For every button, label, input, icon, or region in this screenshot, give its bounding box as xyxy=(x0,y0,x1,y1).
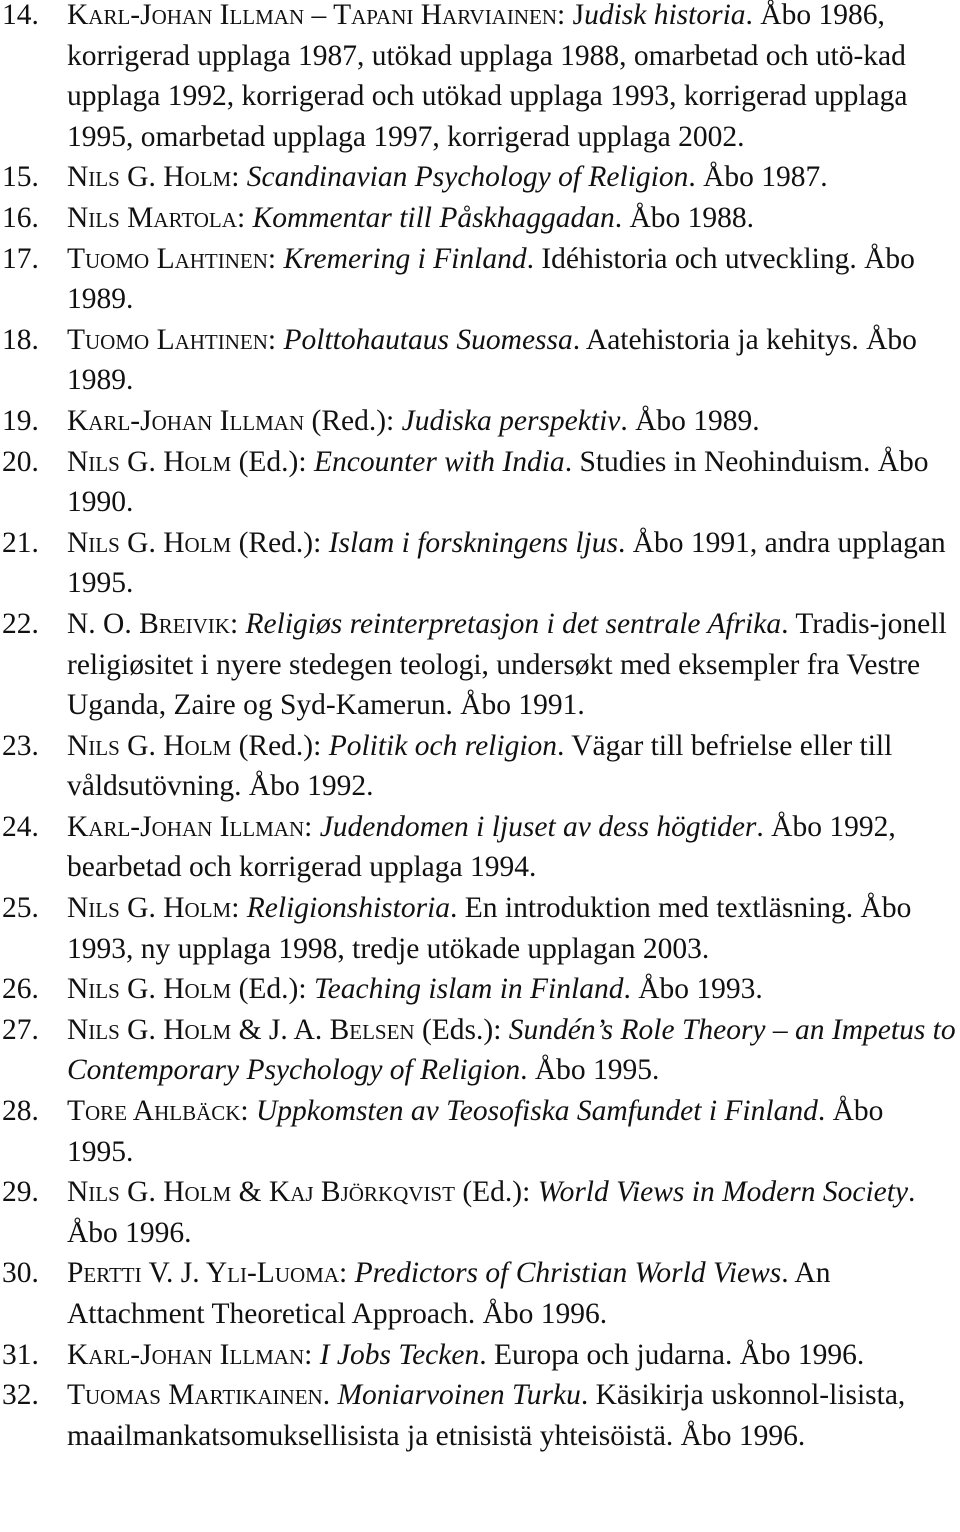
list-item xyxy=(0,401,960,442)
author-name: Nils G. Holm xyxy=(67,161,232,194)
entry-segment: : J xyxy=(557,0,585,31)
list-item xyxy=(0,157,960,198)
author-name: Nils G. Holm xyxy=(67,1013,232,1046)
work-title: Politik och religion xyxy=(328,729,558,762)
author-name: Pertti V. J. Yli-Luoma xyxy=(67,1257,339,1290)
author-name: Nils G. Holm xyxy=(67,729,232,762)
author-name: Nils G. Holm xyxy=(67,445,232,478)
author-name: Kaj Björkqvist xyxy=(268,1176,455,1209)
list-item xyxy=(0,1375,960,1456)
entry-segment: : xyxy=(229,607,246,640)
entry-number: 29. xyxy=(2,1176,39,1209)
entry-number: 30. xyxy=(2,1257,39,1290)
author-name: Nils G. Holm xyxy=(67,973,232,1006)
author-name: Tuomas Martikainen xyxy=(67,1379,323,1412)
author-name: Nils Martola xyxy=(67,201,237,234)
entry-segment: (Red.): xyxy=(231,526,329,559)
entry-segment: : xyxy=(236,201,253,234)
work-title: Encounter with India xyxy=(313,445,565,478)
author-name: Karl-Johan Illman – Tapani Harviainen xyxy=(67,0,558,31)
author-name: J. A. Belsen xyxy=(268,1013,415,1046)
entry-text xyxy=(67,1010,956,1091)
author-name: N. O. Breivik xyxy=(67,607,230,640)
entry-segment: . Åbo 1987. xyxy=(688,161,828,194)
entry-text xyxy=(67,157,956,198)
entry-segment: : xyxy=(267,242,284,275)
entry-segment: . Åbo 1995. xyxy=(67,1095,884,1168)
entry-segment: (Ed.): xyxy=(231,973,314,1006)
entry-number: 21. xyxy=(2,526,39,559)
entry-number: 32. xyxy=(2,1379,39,1412)
entry-segment: . Käsikirja uskonnol-lisista, maailmankatsomuksellisista ja etnisistä yhteisöistä. Åbo 1996. xyxy=(67,1379,906,1452)
entry-number: 31. xyxy=(2,1338,39,1371)
entry-number: 25. xyxy=(2,892,39,925)
work-title: Judiska perspektiv xyxy=(401,404,621,437)
list-item xyxy=(0,807,960,888)
work-title: udisk historia xyxy=(584,0,746,31)
entry-number: 18. xyxy=(2,323,39,356)
entry-segment: . Åbo 1991, andra upplagan 1995. xyxy=(67,526,946,600)
entry-number: 17. xyxy=(2,242,39,275)
work-title: Kremering i Finland xyxy=(283,242,527,275)
work-title: Kommentar till Påskhaggadan xyxy=(252,201,615,234)
entry-segment: . Åbo 1996. xyxy=(67,1176,916,1249)
work-title: Polttohautaus Suomessa xyxy=(283,323,573,356)
entry-number: 22. xyxy=(2,607,39,640)
entry-segment: . Åbo 1995. xyxy=(520,1054,660,1087)
entry-text xyxy=(67,888,956,969)
list-item xyxy=(0,726,960,807)
author-name: Tore Ahlbäck xyxy=(67,1095,241,1128)
entry-segment: (Eds.): xyxy=(414,1013,509,1046)
author-name: Tuomo Lahtinen xyxy=(67,242,268,275)
list-item xyxy=(0,239,960,320)
entry-segment: (Red.): xyxy=(304,404,402,437)
author-name: Karl-Johan Illman xyxy=(67,404,305,437)
entry-text xyxy=(67,401,956,442)
entry-text xyxy=(67,523,956,604)
entry-text xyxy=(67,239,956,320)
entry-segment: . Europa och judarna. Åbo 1996. xyxy=(479,1338,865,1371)
work-title: Moniarvoinen Turku xyxy=(337,1379,581,1412)
work-title: Religiøs reinterpretasjon i det sentrale Afrika xyxy=(245,607,782,640)
entry-segment: . Studies in Neohinduism. Åbo 1990. xyxy=(67,445,929,519)
list-item xyxy=(0,198,960,239)
list-item xyxy=(0,1172,960,1253)
author-name: Karl-Johan Illman xyxy=(67,810,305,843)
work-title: Judendomen i ljuset av dess högtider xyxy=(319,810,757,843)
entry-segment: : xyxy=(304,810,320,843)
entry-segment: (Ed.): xyxy=(231,445,314,478)
entry-text xyxy=(67,1375,956,1456)
entry-number: 20. xyxy=(2,445,39,478)
author-name: Nils G. Holm xyxy=(67,526,232,559)
entry-segment: . En introduktion med textläsning. Åbo 1993, ny upplaga 1998, tredje utökade upplagan 2003. xyxy=(67,892,912,965)
list-item xyxy=(0,442,960,523)
list-item xyxy=(0,0,960,157)
entry-number: 14. xyxy=(2,0,39,31)
entry-number: 28. xyxy=(2,1095,39,1128)
work-title: Scandinavian Psychology of Religion xyxy=(246,161,689,194)
author-name: Nils G. Holm xyxy=(67,1176,232,1209)
list-item xyxy=(0,969,960,1010)
author-name: Karl-Johan Illman xyxy=(67,1338,305,1371)
work-title: Religionshistoria xyxy=(246,892,451,925)
entry-segment: : xyxy=(339,1257,355,1290)
entry-segment: . Åbo 1993. xyxy=(623,973,763,1006)
list-item xyxy=(0,320,960,401)
entry-segment: . Tradis-jonell religiøsitet i nyere stedegen teologi, undersøkt med eksempler fra Vestre Uganda, Zaire og Syd-Kamerun. Åbo 1991. xyxy=(67,607,947,722)
author-name: Tuomo Lahtinen xyxy=(67,323,268,356)
entry-text xyxy=(67,604,956,726)
entry-segment: : xyxy=(267,323,284,356)
entry-segment: & xyxy=(231,1013,269,1046)
list-item xyxy=(0,523,960,604)
entry-text xyxy=(67,969,956,1010)
entry-text xyxy=(67,807,956,888)
work-title: Predictors of Christian World Views xyxy=(354,1257,782,1290)
entry-segment: . An Attachment Theoretical Approach. Åbo 1996. xyxy=(67,1257,831,1330)
entry-segment: (Ed.): xyxy=(454,1176,538,1209)
entry-number: 15. xyxy=(2,161,39,194)
entry-text xyxy=(67,726,956,807)
entry-segment: . xyxy=(322,1379,338,1412)
entry-segment: : xyxy=(240,1095,256,1128)
entry-segment: : xyxy=(231,892,247,925)
entry-segment: : xyxy=(231,161,247,194)
work-title: Sundén’s Role Theory – an Impetus to Contemporary Psychology of Religion xyxy=(67,1013,956,1087)
entry-number: 26. xyxy=(2,973,39,1006)
entry-number: 19. xyxy=(2,404,39,437)
list-item xyxy=(0,604,960,726)
entry-number: 16. xyxy=(2,201,39,234)
entry-segment: . Åbo 1992, bearbetad och korrigerad upplaga 1994. xyxy=(67,810,896,884)
entry-segment: . Vägar till befrielse eller till våldsutövning. Åbo 1992. xyxy=(67,729,893,803)
work-title: I Jobs Tecken xyxy=(319,1338,480,1371)
author-name: Nils G. Holm xyxy=(67,892,232,925)
entry-segment: (Red.): xyxy=(231,729,329,762)
entry-segment: . Åbo 1988. xyxy=(614,201,755,234)
entry-text xyxy=(67,198,956,239)
entry-segment: : xyxy=(304,1338,320,1371)
entry-text xyxy=(67,1091,956,1172)
entry-segment: . Åbo 1986, korrigerad upplaga 1987, utökad upplaga 1988, omarbetad och utö-kad upplaga 1992, korrigerad och utökad upplaga 1993, korrigerad upplaga 1995, omarbetad upplaga 1997, korrigerad upplaga 2002. xyxy=(67,0,908,153)
entry-text xyxy=(67,320,956,401)
work-title: Islam i forskningens ljus xyxy=(328,526,618,559)
entry-number: 27. xyxy=(2,1013,39,1046)
list-item xyxy=(0,1091,960,1172)
work-title: World Views in Modern Society xyxy=(537,1176,909,1209)
work-title: Uppkomsten av Teosofiska Samfundet i Finland xyxy=(256,1095,818,1128)
entry-number: 23. xyxy=(2,729,39,762)
list-item xyxy=(0,888,960,969)
list-item xyxy=(0,1335,960,1376)
work-title: Teaching islam in Finland xyxy=(313,973,624,1006)
list-item xyxy=(0,1253,960,1334)
entry-text xyxy=(67,442,956,523)
entry-number: 24. xyxy=(2,810,39,843)
list-item xyxy=(0,1010,960,1091)
entry-segment: . Aatehistoria ja kehitys. Åbo 1989. xyxy=(67,323,917,397)
entry-text xyxy=(67,1172,956,1253)
entry-segment: . Idéhistoria och utveckling. Åbo 1989. xyxy=(67,242,915,316)
entry-segment: . Åbo 1989. xyxy=(620,404,760,437)
entry-text xyxy=(67,1253,956,1334)
entry-segment: & xyxy=(231,1176,269,1209)
entry-text xyxy=(67,1335,956,1376)
entry-text xyxy=(67,0,956,157)
